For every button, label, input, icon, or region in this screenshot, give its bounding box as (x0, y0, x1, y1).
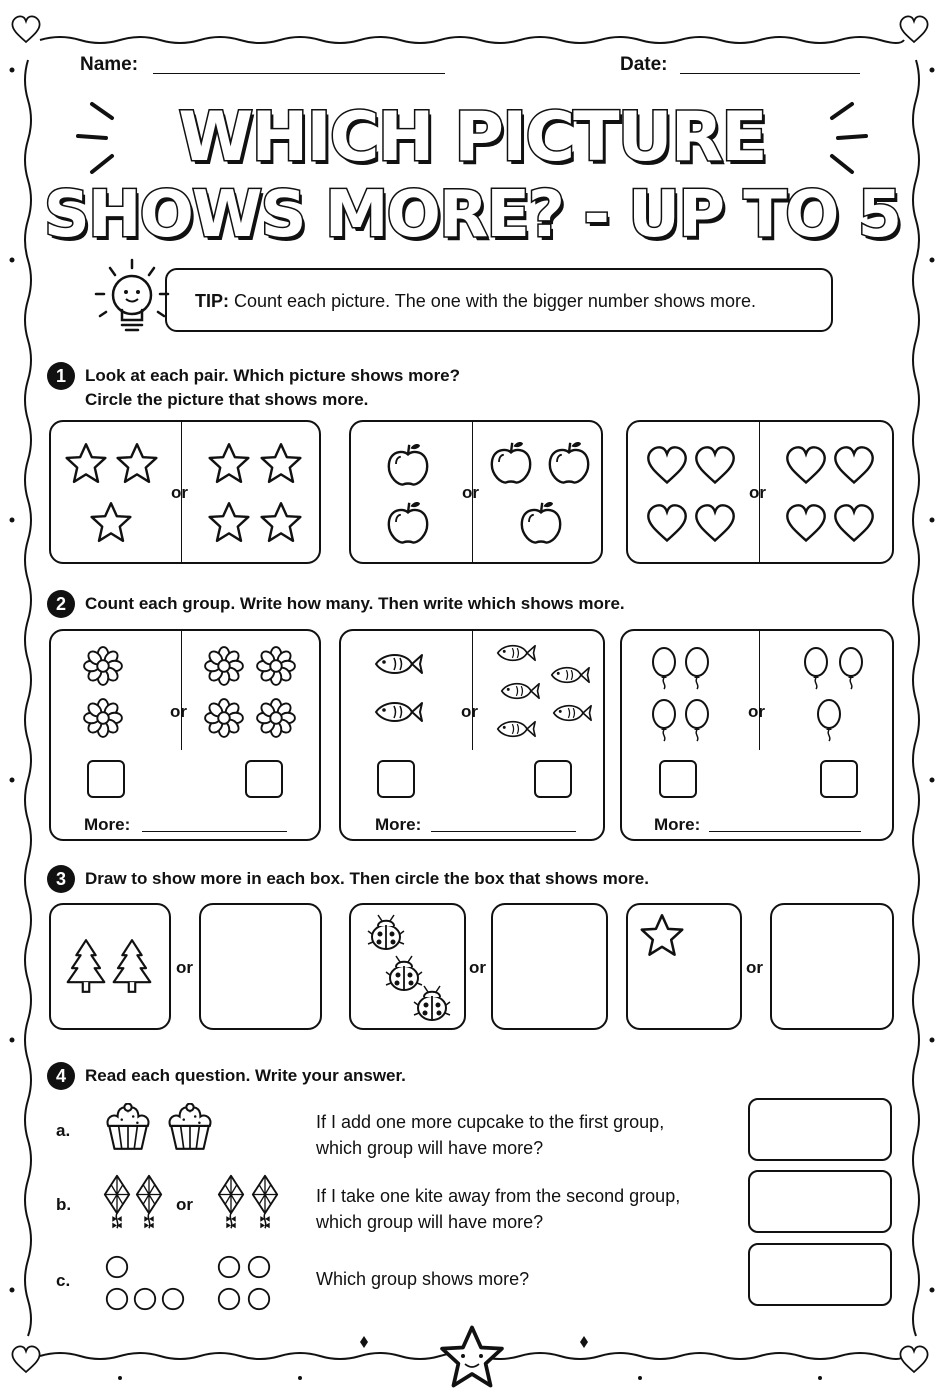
apple-icon (550, 442, 588, 482)
section-1-number: 1 (47, 362, 75, 390)
heart-icon (835, 447, 872, 482)
more-answer-line[interactable] (142, 831, 287, 832)
page-title-line2: SHOWS MORE? - UP TO 5 (43, 178, 901, 252)
count-box[interactable] (820, 760, 858, 798)
flower-icon (205, 699, 243, 737)
star-icon (210, 444, 249, 482)
pair-divider (472, 630, 473, 750)
count-box[interactable] (659, 760, 697, 798)
heart-icon (648, 505, 685, 540)
tip-label: TIP: (195, 291, 229, 311)
section-1-instruction-line2: Circle the picture that shows more. (85, 390, 369, 409)
heart-icon (787, 505, 824, 540)
flower-icon (257, 647, 295, 685)
or-label: or (746, 958, 763, 977)
more-label: More: (84, 815, 131, 834)
question-c-letter: c. (56, 1271, 71, 1290)
page-title-line1: WHICH PICTURE (178, 98, 766, 177)
or-label: or (462, 483, 479, 502)
flower-icon (205, 647, 243, 685)
section-4-pictures (0, 0, 944, 1)
star-icon (118, 444, 157, 482)
star-icon (262, 444, 301, 482)
section-4-number: 4 (47, 1062, 75, 1090)
circle-icon (135, 1289, 155, 1309)
circle-icon (249, 1289, 269, 1309)
circle-icon (219, 1289, 239, 1309)
or-label: or (176, 1195, 193, 1214)
draw-box-empty[interactable] (491, 903, 608, 1030)
count-box[interactable] (245, 760, 283, 798)
star-icon (92, 503, 131, 541)
draw-box-empty[interactable] (199, 903, 322, 1030)
heart-icon (696, 505, 733, 540)
flower-icon (84, 699, 122, 737)
section-3-instruction: Draw to show more in each box. Then circle the box that shows more. (85, 869, 649, 888)
tip-text (195, 291, 756, 312)
count-box[interactable] (534, 760, 572, 798)
heart-icon (787, 447, 824, 482)
or-label: or (171, 483, 188, 502)
star-icon (210, 503, 249, 541)
date-line[interactable] (680, 73, 860, 74)
count-box[interactable] (377, 760, 415, 798)
question-a-letter: a. (56, 1121, 71, 1140)
question-a-line1: If I add one more cupcake to the first group, (316, 1112, 665, 1132)
or-label: or (469, 958, 486, 977)
flower-icon (84, 647, 122, 685)
or-label: or (176, 958, 193, 977)
question-a-line2: which group will have more? (316, 1138, 544, 1158)
circle-icon (107, 1289, 127, 1309)
or-label: or (461, 702, 478, 721)
star-icon (67, 444, 106, 482)
question-c-line1: Which group shows more? (316, 1269, 530, 1289)
question-b-line1: If I take one kite away from the second group, (316, 1186, 681, 1206)
section-2-number: 2 (47, 590, 75, 618)
section-2-instruction: Count each group. Write how many. Then write which shows more. (85, 594, 625, 613)
answer-box-a[interactable] (748, 1098, 892, 1161)
or-label: or (170, 702, 187, 721)
apple-icon (522, 502, 560, 542)
lightbulb-icon (92, 258, 172, 338)
draw-box-empty[interactable] (770, 903, 894, 1030)
apple-icon (492, 442, 530, 482)
answer-box-c[interactable] (748, 1243, 892, 1306)
draw-box-star[interactable] (626, 903, 742, 1030)
more-answer-line[interactable] (431, 831, 576, 832)
answer-box-b[interactable] (748, 1170, 892, 1233)
circle-icon (107, 1257, 127, 1277)
more-label: More: (375, 815, 422, 834)
section-1-instruction-line1: Look at each pair. Which picture shows more? (85, 366, 461, 385)
tip-body: Count each picture. The one with the bigger number shows more. (229, 291, 756, 311)
section-4-instruction: Read each question. Write your answer. (85, 1066, 406, 1085)
question-b-line2: which group will have more? (316, 1212, 544, 1232)
flower-icon (257, 699, 295, 737)
heart-icon (648, 447, 685, 482)
circle-icon (219, 1257, 239, 1277)
heart-icon (696, 447, 733, 482)
pair-divider (181, 630, 182, 750)
circle-icon (163, 1289, 183, 1309)
heart-icon (835, 505, 872, 540)
apple-icon (389, 444, 427, 484)
count-box[interactable] (87, 760, 125, 798)
apple-icon (389, 502, 427, 542)
draw-box-trees[interactable] (49, 903, 171, 1030)
name-label: Name: (80, 54, 139, 75)
star-icon (262, 503, 301, 541)
more-answer-line[interactable] (709, 831, 861, 832)
section-3-number: 3 (47, 865, 75, 893)
or-label: or (748, 702, 765, 721)
name-line[interactable] (153, 73, 445, 74)
or-label: or (749, 483, 766, 502)
section-1-pictures (0, 420, 944, 580)
pair-divider (759, 630, 760, 750)
question-b-letter: b. (56, 1195, 72, 1214)
date-label: Date: (620, 54, 668, 75)
more-label: More: (654, 815, 701, 834)
circle-icon (249, 1257, 269, 1277)
